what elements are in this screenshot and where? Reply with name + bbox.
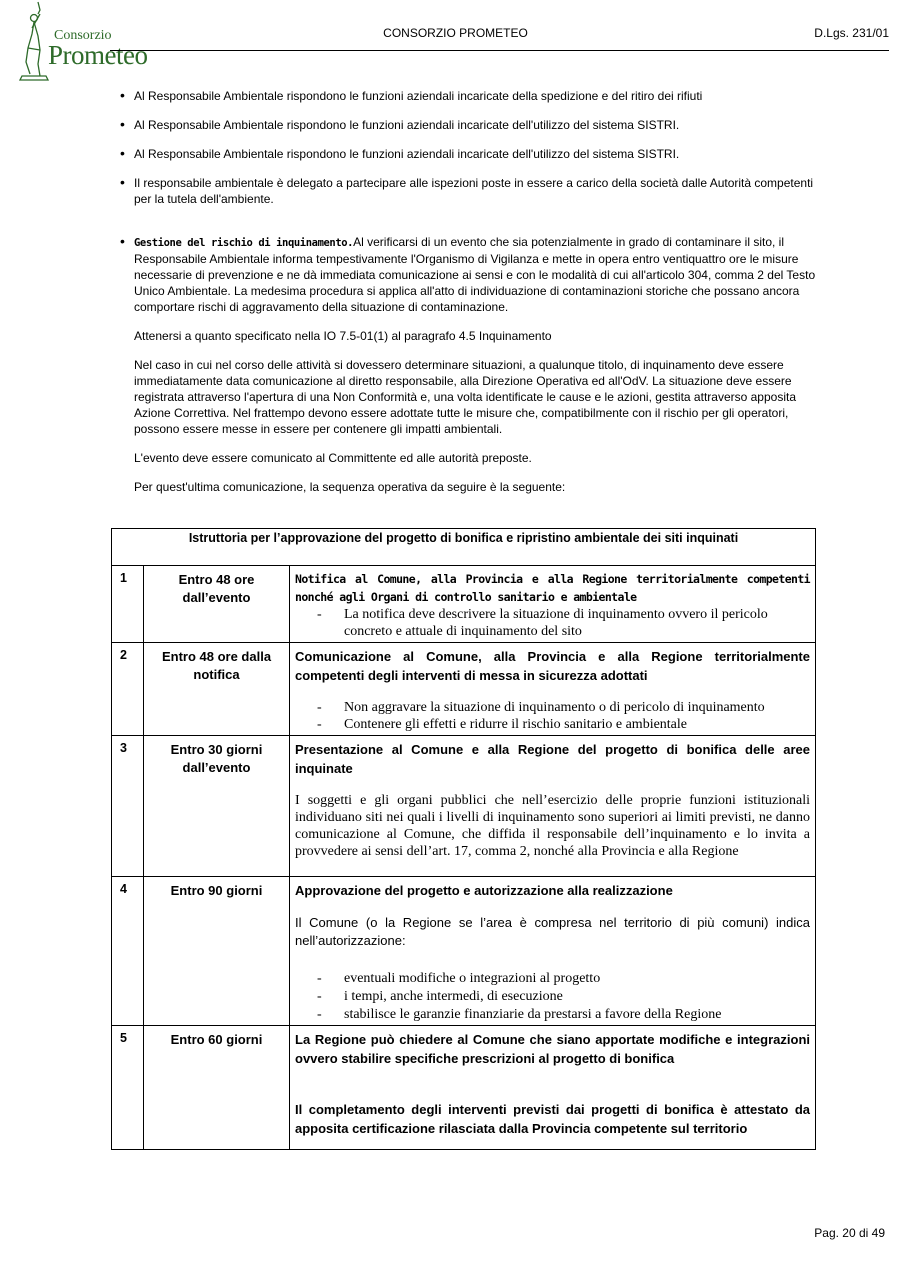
row-list	[295, 970, 810, 1023]
paragraph: Attenersi a quanto specificato nella IO 7.5-01(1) al paragrafo 4.5 Inquinamento	[134, 329, 552, 343]
document-body	[116, 88, 816, 495]
list-item: - La notifica deve descrivere la situazione di inquinamento ovvero il pericolo concreto e attuale di inquinamento del sito	[295, 606, 810, 640]
row-deadline: Entro 48 ore dall’evento	[144, 566, 290, 643]
row-description	[290, 1026, 816, 1150]
row-title: Comunicazione al Comune, alla Provincia e alla Regione territorialmente competenti degli interventi di messa in sicurezza adottati	[295, 649, 810, 683]
gestione-text: Al verificarsi di un evento che sia potenzialmente in grado di contaminare il sito, il Responsabile Ambientale informa tempestivamente l'Organismo di Vigilanza e mette in opera entro ventiquattro ore le misure necessarie di prevenzione e ne dà immediata comunicazione ai sensi e con le modalità di cui all'articolo 304, comma 2 del Testo Unico Ambientale. La medesima procedura si applica all'atto di individuazione di contaminazioni storiche che possano ancora comportare rischi di aggravamento della situazione di contaminazione.	[134, 235, 816, 314]
row-text: Il Comune (o la Regione se l’area è compresa nel territorio di più comuni) indica nell’autorizzazione:	[295, 915, 810, 948]
header-title: CONSORZIO PROMETEO	[383, 26, 528, 40]
row-number: 5	[112, 1026, 144, 1150]
row-title: Presentazione al Comune e alla Regione del progetto di bonifica delle aree inquinate	[295, 742, 810, 776]
list-item: - Contenere gli effetti e ridurre il rischio sanitario e ambientale	[295, 716, 810, 733]
row-number: 1	[112, 566, 144, 643]
prometheus-statue-icon	[18, 0, 52, 82]
consorzio-prometeo-logo	[18, 0, 148, 82]
gestione-lead: Gestione del rischio di inquinamento.	[134, 237, 354, 249]
list-item: - stabilisce le garanzie finanziarie da prestarsi a favore della Regione	[295, 1006, 810, 1023]
page-number: Pag. 20 di 49	[814, 1226, 885, 1240]
row-description	[290, 736, 816, 877]
row-title: Notifica al Comune, alla Provincia e alla Regione territorialmente competenti nonché agli Organi di controllo sanitario e ambientale	[295, 572, 810, 604]
bullet-item: • Al Responsabile Ambientale rispondono le funzioni aziendali incaricate dell'utilizzo del sistema SISTRI.	[116, 146, 816, 162]
paragraph: Nel caso in cui nel corso delle attività si dovessero determinare situazioni, a qualunque titolo, di inquinamento deve essere immediatamente data comunicazione al diretto responsabile, alla Direzione Operativa ed all'OdV. La situazione deve essere registrata attraverso l'apertura di una Non Conformità e, una volta identificate le cause e le azioni, gestita attraverso apposita Azione Correttiva. Nel frattempo devono essere adottate tutte le misure che, compatibilmente con il rischio per gli operatori, possono essere messe in essere per contenere gli impatti ambientali.	[134, 358, 796, 436]
row-description	[290, 877, 816, 1026]
table-row	[112, 643, 816, 736]
row-number: 3	[112, 736, 144, 877]
row-number: 4	[112, 877, 144, 1026]
header-law-ref: D.Lgs. 231/01	[814, 26, 889, 40]
bullet-item: • Al Responsabile Ambientale rispondono le funzioni aziendali incaricate dell'utilizzo del sistema SISTRI.	[116, 117, 816, 133]
header-divider	[110, 50, 889, 51]
paragraph: L'evento deve essere comunicato al Committente ed alle autorità preposte.	[134, 451, 532, 465]
procedure-table	[111, 528, 816, 1150]
row-title: La Regione può chiedere al Comune che siano apportate modifiche e integrazioni ovvero stabilire specifiche prescrizioni al progetto di bonifica	[295, 1032, 810, 1066]
row-list	[295, 606, 810, 640]
table-row	[112, 736, 816, 877]
bullet-item: • Il responsabile ambientale è delegato a partecipare alle ispezioni poste in essere a carico della società dalle Autorità competenti per la tutela dell'ambiente.	[116, 175, 816, 207]
row-list	[295, 699, 810, 733]
logo-text-consorzio: Consorzio	[54, 28, 112, 43]
row-deadline: Entro 60 giorni	[144, 1026, 290, 1150]
row-deadline: Entro 48 ore dalla notifica	[144, 643, 290, 736]
table-row	[112, 566, 816, 643]
row-title: Approvazione del progetto e autorizzazione alla realizzazione	[295, 883, 673, 898]
bullet-item: • Al Responsabile Ambientale rispondono le funzioni aziendali incaricate della spedizione e del ritiro dei rifiuti	[116, 88, 816, 104]
row-title-completion: Il completamento degli interventi previsti dai progetti di bonifica è attestato da apposita certificazione rilasciata dalla Provincia competente sul territorio	[295, 1102, 810, 1136]
list-item: - eventuali modifiche o integrazioni al progetto	[295, 970, 810, 987]
row-deadline: Entro 90 giorni	[144, 877, 290, 1026]
table-row	[112, 1026, 816, 1150]
table-header-row	[112, 529, 816, 566]
row-description	[290, 643, 816, 736]
row-deadline: Entro 30 giorni dall’evento	[144, 736, 290, 877]
table-title: Istruttoria per l’approvazione del progetto di bonifica e ripristino ambientale dei siti inquinati	[112, 529, 816, 566]
logo-text-prometeo: Prometeo	[48, 40, 148, 70]
list-item: - Non aggravare la situazione di inquinamento o di pericolo di inquinamento	[295, 699, 810, 716]
table-row	[112, 877, 816, 1026]
row-description	[290, 566, 816, 643]
row-number: 2	[112, 643, 144, 736]
paragraph: Per quest'ultima comunicazione, la sequenza operativa da seguire è la seguente:	[134, 480, 566, 494]
bullet-item-gestione	[116, 234, 816, 315]
row-text: I soggetti e gli organi pubblici che nell’esercizio delle proprie funzioni istituzionali individuano siti nei quali i livelli di inquinamento sono superiori ai limiti previsti, ne danno comunicazione al Comune, che diffida il responsabile dell’inquinamento e lo invita a provvedere ai sensi dell’art. 17, comma 2, nonché alla Provincia e alla Regione	[295, 793, 810, 859]
list-item: - i tempi, anche intermedi, di esecuzione	[295, 988, 810, 1005]
